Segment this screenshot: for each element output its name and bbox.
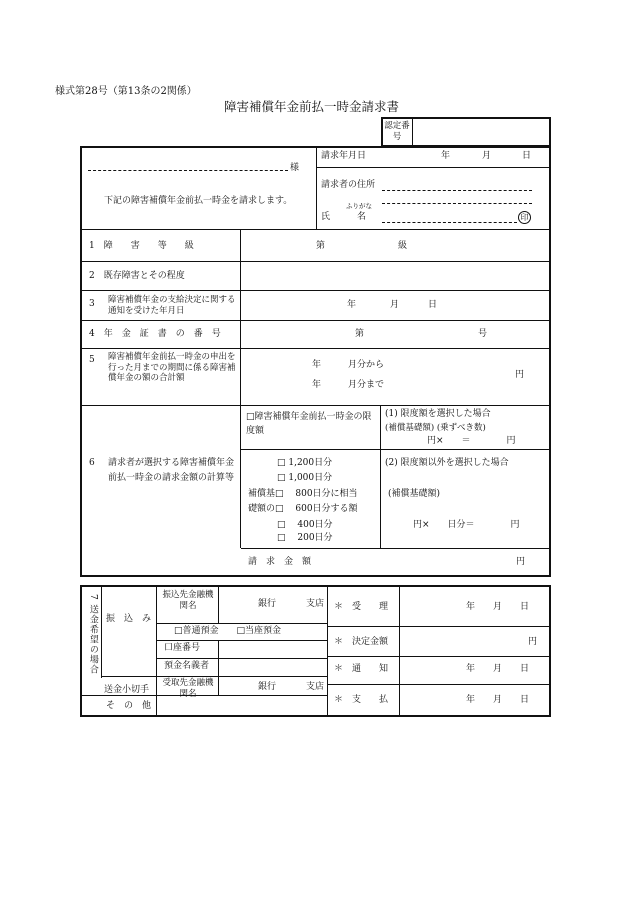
row4-value-suffix: 号 bbox=[478, 329, 488, 339]
option-600[interactable]: 礎額の□ 600日分する額 bbox=[248, 504, 358, 514]
account-label: 口座番号 bbox=[164, 643, 201, 653]
seal-mark: 印 bbox=[518, 211, 531, 224]
holder-label: 預金名義者 bbox=[164, 661, 210, 671]
row3-number: 3 bbox=[89, 299, 95, 309]
row3-label: 障害補償年金の支給決定に関する通知を受けた年月日 bbox=[108, 295, 236, 316]
transfer-label: 振 込 み bbox=[106, 614, 152, 624]
transfer-bank-label: 振込先金融機関名 bbox=[162, 590, 214, 611]
form-title: 障害補償年金前払一時金請求書 bbox=[224, 99, 400, 114]
claim-yen: 円 bbox=[516, 557, 526, 567]
cert-label: 認定番号 bbox=[384, 121, 410, 142]
notice-date: 年 月 日 bbox=[466, 664, 530, 674]
name-label: 氏 名 bbox=[321, 212, 367, 222]
transfer-bank-suffix: 銀行 bbox=[258, 599, 277, 609]
payment-date: 年 月 日 bbox=[466, 695, 530, 705]
office-notice: ＊ 通 知 bbox=[334, 664, 389, 674]
row3-month: 月 bbox=[390, 300, 400, 310]
row1-label: 1 障 害 等 級 bbox=[89, 241, 194, 251]
row3-year: 年 bbox=[347, 300, 357, 310]
recv-bank-label: 受取先金融機関名 bbox=[162, 678, 214, 699]
deposit-type[interactable]: □普通預金 □当座預金 bbox=[174, 626, 282, 636]
row2-label: 2 既存障害とその程度 bbox=[89, 271, 185, 281]
year-label: 年 bbox=[441, 151, 451, 161]
name-field[interactable] bbox=[382, 222, 517, 223]
case1-sub: (補償基礎額) (乗ずべき数) bbox=[385, 423, 486, 433]
row5-period-from: 年 月分から bbox=[312, 360, 385, 370]
office-receipt: ＊ 受 理 bbox=[334, 602, 389, 612]
day-label: 日 bbox=[522, 151, 532, 161]
limit-title: □障害補償年金前払一時金の限度額 bbox=[246, 412, 372, 437]
section7-label: 7 送金希望の場合 bbox=[87, 594, 98, 675]
honorific: 様 bbox=[290, 163, 300, 173]
row1-value-prefix: 第 bbox=[316, 241, 326, 251]
decision-yen: 円 bbox=[528, 637, 538, 647]
section6-number: 6 bbox=[89, 458, 95, 468]
section6-label: 請求者が選択する障害補償年金前払一時金の請求金額の計算等 bbox=[108, 458, 235, 484]
office-decision: ＊ 決定金額 bbox=[334, 637, 389, 647]
row4-label: 4 年 金 証 書 の 番 号 bbox=[89, 329, 221, 339]
month-label: 月 bbox=[482, 151, 492, 161]
claim-label: 請 求 金 額 bbox=[248, 557, 312, 567]
recv-bank-suffix: 銀行 bbox=[258, 682, 277, 692]
case2-sub: (補償基礎額) bbox=[388, 489, 441, 499]
case1-calc: 円× ＝ 円 bbox=[427, 436, 516, 446]
address-field[interactable] bbox=[382, 190, 532, 191]
other-label: そ の 他 bbox=[106, 701, 152, 711]
option-400[interactable]: □ 400日分 bbox=[277, 520, 333, 530]
case2-calc: 円× 日分＝ 円 bbox=[413, 520, 520, 530]
row1-value-suffix: 級 bbox=[398, 241, 408, 251]
row3-day: 日 bbox=[428, 300, 438, 310]
cert-number-input[interactable] bbox=[413, 118, 549, 145]
row5-yen: 円 bbox=[515, 370, 525, 380]
option-1000[interactable]: □ 1,000日分 bbox=[277, 473, 333, 483]
address-label: 請求者の住所 bbox=[321, 180, 376, 190]
row5-number: 5 bbox=[89, 355, 95, 365]
cheque-label: 送金小切手 bbox=[104, 685, 150, 695]
case2-title: (2) 限度額以外を選択した場合 bbox=[385, 458, 509, 468]
row5-label: 障害補償年金前払一時金の申出を行った月までの期間に係る障害補償年金の額の合計額 bbox=[108, 352, 236, 384]
recv-branch-suffix: 支店 bbox=[306, 682, 325, 692]
option-800[interactable]: 補償基□ 800日分に相当 bbox=[248, 489, 358, 499]
request-text: 下記の障害補償年金前払一時金を請求します。 bbox=[104, 196, 293, 206]
option-1200[interactable]: □ 1,200日分 bbox=[277, 458, 333, 468]
case1-title: (1) 限度額を選択した場合 bbox=[385, 409, 491, 419]
claim-amount-field[interactable] bbox=[241, 549, 550, 576]
furigana-label: ふりがな bbox=[346, 202, 372, 210]
form-number: 様式第28号（第13条の2関係） bbox=[55, 86, 197, 97]
date-label: 請求年月日 bbox=[321, 151, 367, 161]
row5-period-to: 年 月分まで bbox=[312, 380, 385, 390]
option-200[interactable]: □ 200日分 bbox=[277, 533, 333, 543]
receipt-date: 年 月 日 bbox=[466, 602, 530, 612]
office-payment: ＊ 支 払 bbox=[334, 695, 389, 705]
transfer-branch-suffix: 支店 bbox=[306, 599, 325, 609]
row4-value-prefix: 第 bbox=[355, 329, 365, 339]
